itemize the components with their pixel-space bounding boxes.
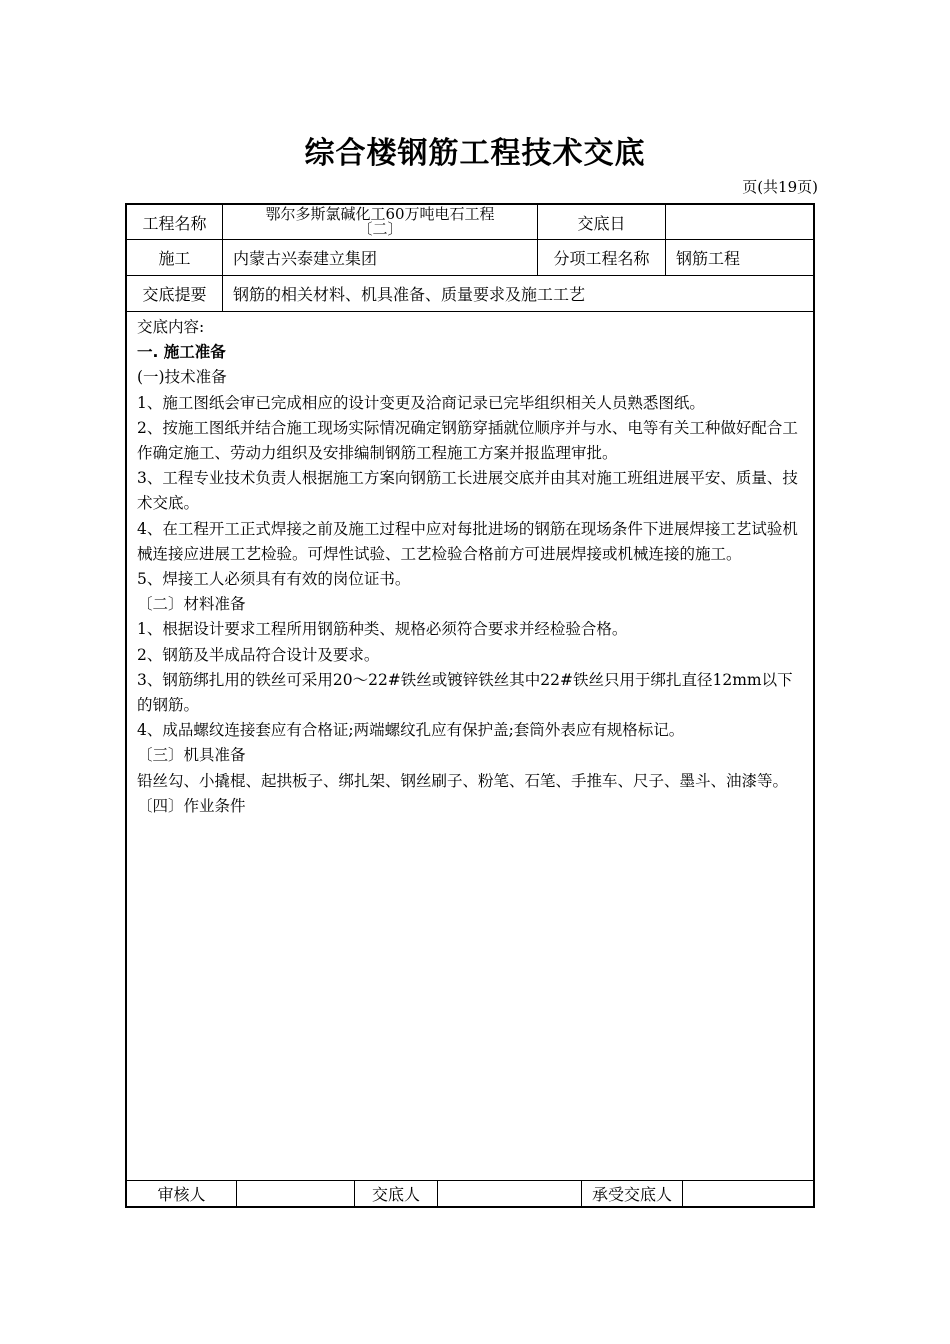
page-count-note: 页(共19页) xyxy=(742,178,818,196)
subsection-tool-prep: 〔三〕机具准备 xyxy=(137,746,246,765)
subsection-tech-prep: (一)技术准备 xyxy=(137,368,227,387)
sub-project-label: 分项工程名称 xyxy=(538,240,666,275)
material-item: 4、成品螺纹连接套应有合格证;两端螺纹孔应有保护盖;套筒外表应有规格标记。 xyxy=(137,721,685,740)
tools-list: 铅丝勾、小撬棍、起拱板子、绑扎架、钢丝刷子、粉笔、石笔、手推车、尺子、墨斗、油漆等。 xyxy=(137,771,789,790)
discloser-value[interactable] xyxy=(438,1181,582,1206)
handover-content[interactable] xyxy=(127,312,813,1185)
reviewer-label: 审核人 xyxy=(127,1181,237,1206)
construction-label: 施工 xyxy=(127,240,223,275)
tech-item: 3、工程专业技术负责人根据施工方案向钢筋工长进展交底并由其对施工班组进展平安、质量、技术交底。 xyxy=(137,469,798,513)
sub-project-value[interactable]: 钢筋工程 xyxy=(676,249,741,268)
row-project-name xyxy=(127,205,813,240)
row-summary xyxy=(127,276,813,312)
handover-date-label: 交底日 xyxy=(538,205,666,239)
handover-form xyxy=(125,203,815,1208)
construction-value[interactable]: 内蒙古兴泰建立集团 xyxy=(223,240,538,275)
material-item: 3、钢筋绑扎用的铁丝可采用20～22#铁丝或镀锌铁丝其中22#铁丝只用于绑扎直径12mm以下的钢筋。 xyxy=(137,670,793,715)
section-construction-prep: 一. 施工准备 xyxy=(137,343,226,362)
project-name-line2: 〔二〕 xyxy=(357,220,403,238)
tech-item: 5、焊接工人必须具有有效的岗位证书。 xyxy=(137,570,411,589)
project-name-line1: 鄂尔多斯氯碱化工60万吨电石工程 xyxy=(265,205,495,223)
receiver-label: 承受交底人 xyxy=(582,1181,683,1206)
receiver-value[interactable] xyxy=(683,1181,813,1206)
project-name-label: 工程名称 xyxy=(127,205,223,239)
reviewer-value[interactable] xyxy=(237,1181,355,1206)
material-item: 1、根据设计要求工程所用钢筋种类、规格必须符合要求并经检验合格。 xyxy=(137,620,628,639)
tech-item: 1、施工图纸会审已完成相应的设计变更及洽商记录已完毕组织相关人员熟悉图纸。 xyxy=(137,393,705,412)
signature-row xyxy=(127,1180,813,1206)
content-heading: 交底内容: xyxy=(137,318,205,336)
project-name-value[interactable] xyxy=(223,205,538,239)
subsection-material-prep: 〔二〕材料准备 xyxy=(137,595,246,614)
summary-value[interactable]: 钢筋的相关材料、机具准备、质量要求及施工工艺 xyxy=(233,285,586,304)
summary-label: 交底提要 xyxy=(127,276,223,311)
discloser-label: 交底人 xyxy=(355,1181,438,1206)
subsection-work-conditions: 〔四〕作业条件 xyxy=(137,796,246,815)
tech-item: 4、在工程开工正式焊接之前及施工过程中应对每批进场的钢筋在现场条件下进展焊接工艺试验机械连接应进展工艺检验。可焊性试验、工艺检验合格前方可进展焊接或机械连接的施工。 xyxy=(137,519,798,563)
row-construction xyxy=(127,240,813,276)
handover-date-value[interactable] xyxy=(666,205,813,239)
material-item: 2、钢筋及半成品符合设计及要求。 xyxy=(137,645,380,664)
document-title: 综合楼钢筋工程技术交底 xyxy=(304,136,646,171)
tech-item: 2、按施工图纸并结合施工现场实际情况确定钢筋穿插就位顺序并与水、电等有关工种做好配合工作确定施工、劳动力组织及安排编制钢筋工程施工方案并报监理审批。 xyxy=(137,418,798,463)
